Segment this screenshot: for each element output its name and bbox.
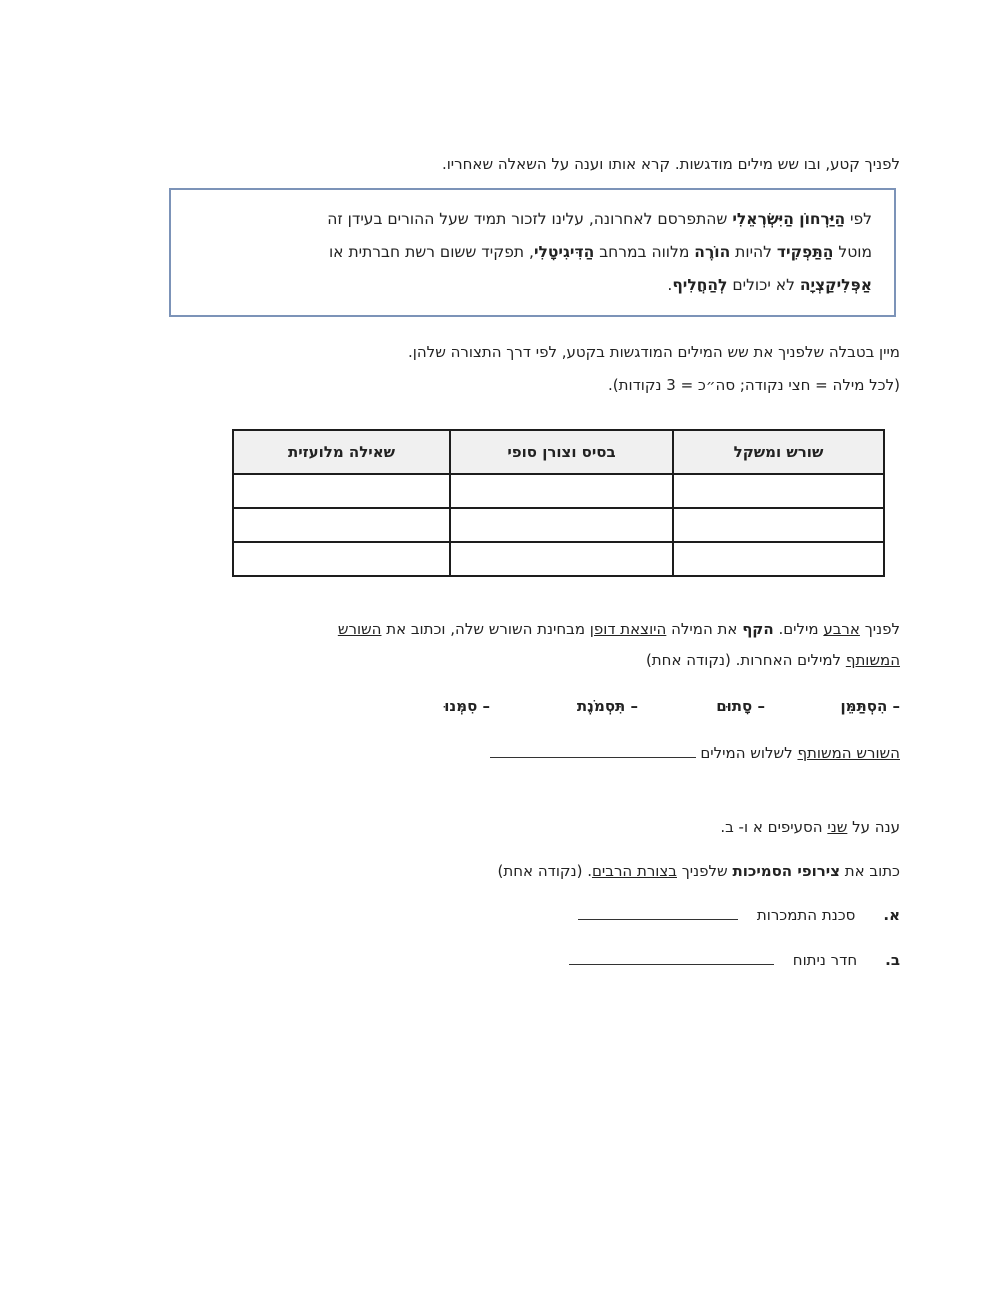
table-header-row	[233, 430, 884, 474]
q2-text: את המילה	[666, 620, 743, 638]
q3-instruction	[498, 862, 900, 880]
item-label: א.	[883, 906, 900, 924]
item-text: סכנת התמכרות	[756, 906, 856, 924]
q2-bold: הקף	[742, 620, 774, 638]
common-root-line	[490, 743, 900, 762]
q3-item-b	[569, 950, 900, 969]
answer-blank[interactable]	[490, 743, 696, 758]
dash: –	[757, 697, 765, 715]
q2-line-1	[338, 620, 900, 638]
word-option[interactable]	[841, 697, 901, 715]
passage-text: .	[667, 276, 673, 294]
passage-line-1	[327, 210, 872, 228]
word-text: סִמְּנוּ	[444, 697, 478, 715]
highlighted-word: הַתַּפְקִיד	[776, 243, 834, 261]
word-choices	[425, 697, 900, 721]
q3-intro	[720, 818, 900, 836]
passage-text: שהתפרסם לאחרונה, עלינו לזכור תמיד שעל ההורים בעידן זה	[327, 210, 733, 228]
passage-text: לפי	[845, 210, 872, 228]
passage-text: , תפקיד ששום רשת חברתית או	[328, 243, 534, 261]
answer-blank[interactable]	[578, 905, 738, 920]
q3-text: כתוב את	[840, 862, 900, 880]
passage-text: מלווה במרחב	[594, 243, 695, 261]
answer-cell[interactable]	[233, 508, 450, 542]
q2-text: מבחינת השורש שלה, וכתוב את	[381, 620, 590, 638]
answer-blank[interactable]	[569, 950, 774, 965]
instruction-sort: מיין בטבלה שלפניך את שש המילים המודגשות בקטע, לפי דרך התצורה שלהן.	[408, 343, 900, 361]
q3-item-a	[578, 905, 900, 924]
q2-line-2	[646, 651, 900, 669]
word-text: סָתוּם	[716, 697, 753, 715]
highlighted-word: הוֹרֶה	[694, 243, 731, 261]
dash: –	[892, 697, 900, 715]
passage-box	[169, 188, 896, 317]
q3-underlined: בצורת הרבים	[591, 862, 677, 880]
highlighted-word: הַדִּיגִיטָלִי	[533, 243, 595, 261]
q3-text: שלפניך	[676, 862, 733, 880]
passage-text: להיות	[730, 243, 777, 261]
header-base-suffix: בסיס וצורן סופי	[450, 430, 673, 474]
highlighted-word: הַיַּרְחוֹן הַיִּשְׂרְאֵלִי	[732, 210, 846, 228]
answer-cell[interactable]	[450, 542, 673, 576]
intro-text: לפניך קטע, ובו שש מילים מודגשות. קרא אותו וענה על השאלה שאחריו.	[441, 155, 900, 173]
q2-underlined: היוצאת דופן	[589, 620, 667, 638]
q3-bold: צירופי הסמיכות	[732, 862, 841, 880]
answer-cell[interactable]	[673, 474, 884, 508]
item-text: חדר ניתוח	[792, 951, 858, 969]
table-row	[233, 474, 884, 508]
answer-label-rest: לשלוש המילים	[700, 744, 798, 762]
q2-underlined: ארבע	[823, 620, 860, 638]
q3-underlined: שני	[827, 818, 848, 836]
q3-text: . (נקודה אחת)	[497, 862, 592, 880]
sorting-table	[232, 429, 885, 577]
q3-text: הסעיפים א ו- ב.	[720, 818, 828, 836]
passage-text: לא יכולים	[727, 276, 800, 294]
highlighted-word: אַפְּלִיקַצְיָה	[799, 276, 872, 294]
passage-line-3	[667, 276, 872, 294]
q2-text: מילים.	[773, 620, 824, 638]
passage-line-2	[329, 243, 872, 261]
q2-underlined: השורש	[337, 620, 382, 638]
header-loanword: שאילה מלועזית	[233, 430, 450, 474]
highlighted-word: לְהַחֲלִיף	[672, 276, 728, 294]
item-label: ב.	[885, 951, 900, 969]
answer-label: השורש המשותף	[797, 744, 900, 762]
q2-underlined: המשותף	[845, 651, 900, 669]
table-row	[233, 508, 884, 542]
answer-cell[interactable]	[450, 474, 673, 508]
answer-cell[interactable]	[233, 474, 450, 508]
passage-text: מוטל	[833, 243, 872, 261]
answer-cell[interactable]	[233, 542, 450, 576]
answer-cell[interactable]	[450, 508, 673, 542]
word-option[interactable]	[444, 697, 490, 715]
table-row	[233, 542, 884, 576]
scoring-note: (לכל מילה = חצי נקודה; סה״כ = 3 נקודות).	[608, 376, 900, 394]
word-text: תִּסְמֹנֶת	[576, 697, 626, 715]
word-text: הִסְתַּמֵּן	[840, 697, 888, 715]
answer-cell[interactable]	[673, 542, 884, 576]
dash: –	[482, 697, 490, 715]
answer-cell[interactable]	[673, 508, 884, 542]
header-root-pattern: שורש ומשקל	[673, 430, 884, 474]
q2-text: לפניך	[859, 620, 900, 638]
q3-text: ענה על	[847, 818, 900, 836]
q2-text: למילים האחרות. (נקודה אחת)	[645, 651, 846, 669]
dash: –	[630, 697, 638, 715]
word-option[interactable]	[577, 697, 638, 715]
word-option[interactable]	[716, 697, 765, 715]
